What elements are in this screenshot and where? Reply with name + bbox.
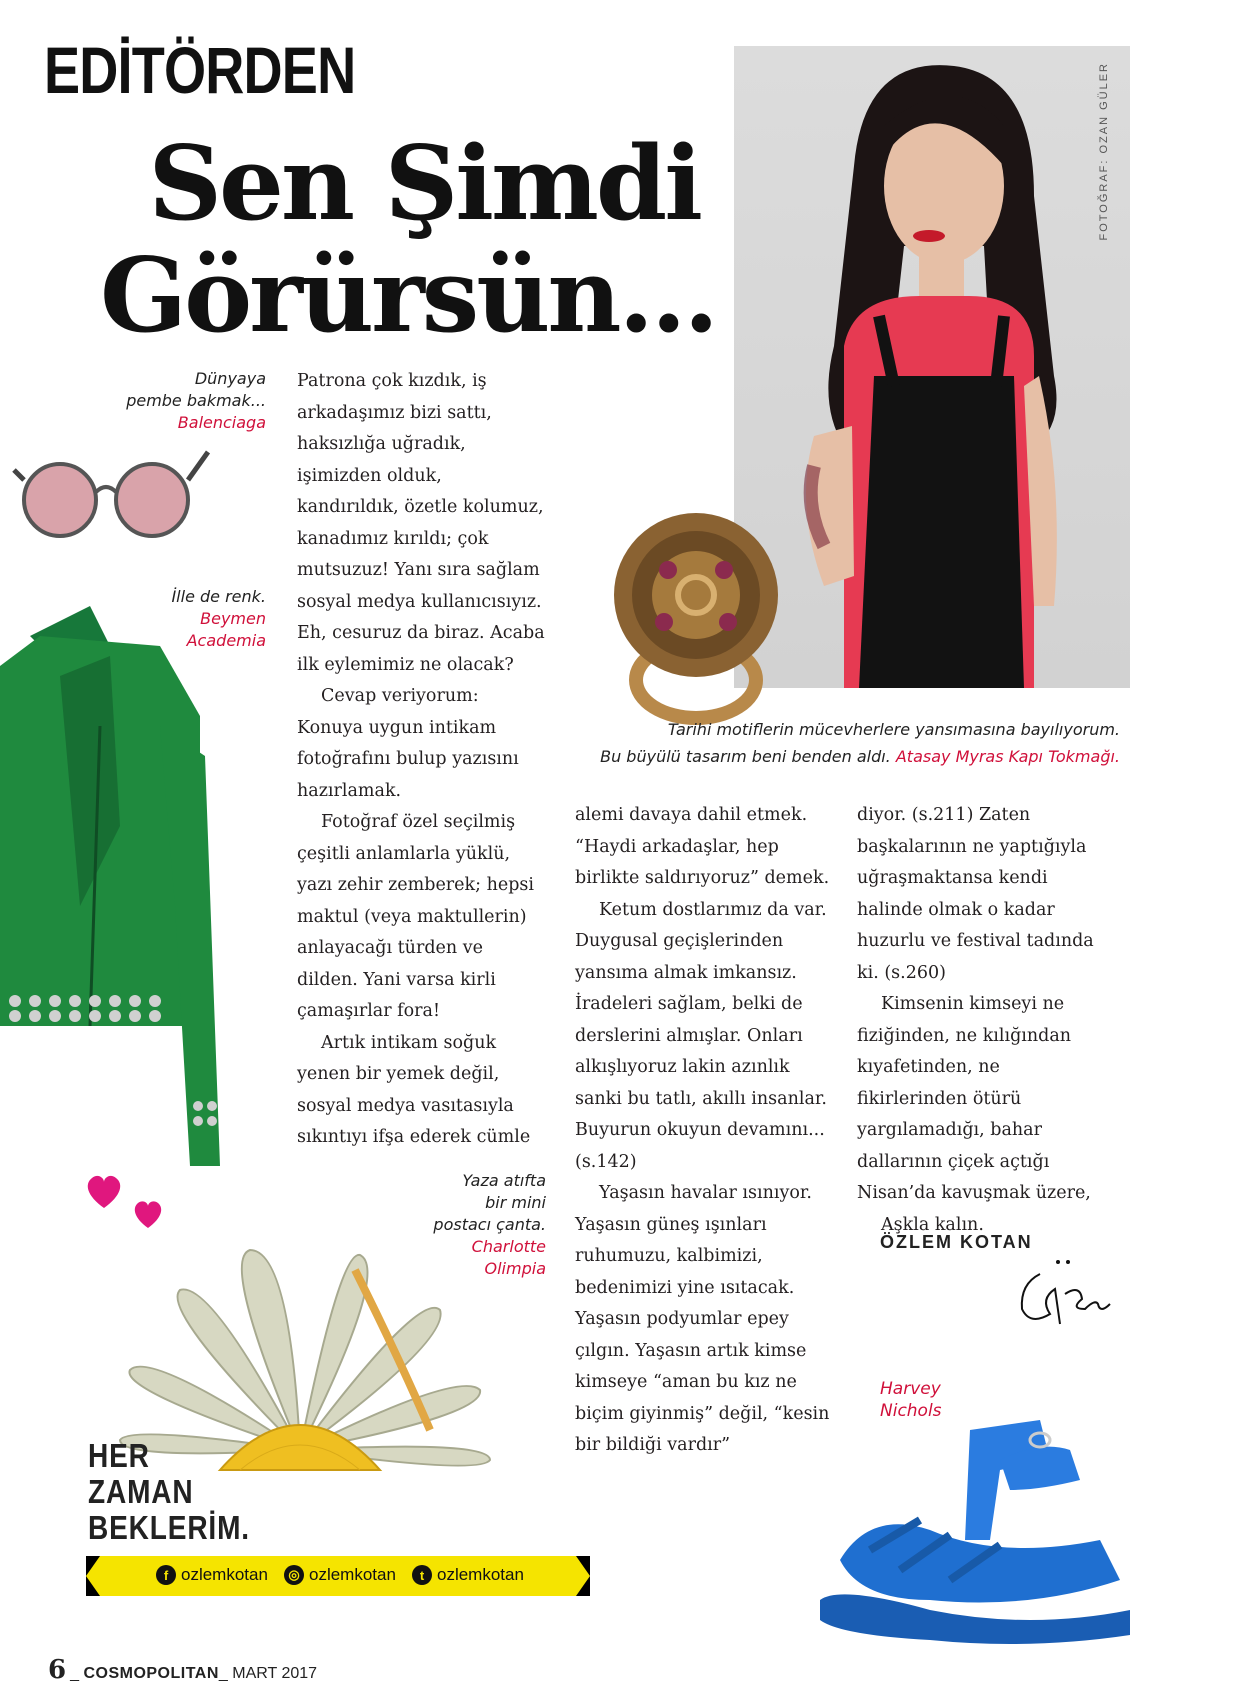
article-column-1 — [297, 366, 545, 1154]
tagline-line-2: ZAMAN — [88, 1473, 194, 1510]
jacket-brand-line-1: Beymen — [200, 609, 266, 628]
bar-notch-left — [86, 1556, 100, 1596]
social-link-instagram[interactable] — [284, 1565, 396, 1585]
green-jacket-image — [0, 606, 220, 1166]
sunglasses-caption-line-1: Dünyaya — [194, 369, 266, 388]
page-footer: 6 _ COSMOPOLITAN _ MART 2017 — [48, 1655, 318, 1685]
section-label: EDİTÖRDEN — [44, 33, 356, 107]
article-paragraph: Ketum dostlarımız da var. Duygusal geçişlerinden yansıma almak imkansız. İradeleri sağlam, belki de derslerini almışlar. Onları alkışlıyoruz lakin azınlık sanki bu tatlı, akıllı insanlar. Buyurun okuyun devamını... (s.142) — [575, 899, 827, 1172]
jacket-brand-line-2: Academia — [186, 631, 266, 650]
facebook-icon: f — [156, 1565, 176, 1585]
sunglasses-image — [12, 440, 210, 550]
issue-date: MART 2017 — [232, 1665, 318, 1682]
twitter-handle: ozlemkotan — [437, 1565, 524, 1584]
ring-caption-line-1: Tarihi motiflerin mücevherlere yansımasına bayılıyorum. — [667, 720, 1120, 739]
page-title — [100, 124, 717, 356]
article-paragraph: diyor. (s.211) Zaten başkalarının ne yaptığıyla uğraşmaktansa kendi halinde olmak o kadar huzurlu ve festival tadında ki. (s.260) — [857, 805, 1094, 983]
jacket-caption-line-1: İlle de renk. — [171, 587, 266, 606]
article-paragraph: Yaşasın havalar ısınıyor. Yaşasın güneş ışınları ruhumuzu, kalbimizi, bedenimizi yine ısıtacak. Yaşasın podyumlar epey çılgın. Yaşasın artık kimse kimseye “aman bu kız ne biçim giyinmiş” değil, “kesin bir bildiği vardır” — [575, 1183, 830, 1455]
headline-line-1: Sen Şimdi — [148, 124, 700, 244]
photo-credit: FOTOĞRAF: OZAN GÜLER — [1098, 62, 1110, 241]
sandal-brand-line-1: Harvey — [880, 1379, 941, 1399]
bag-caption-line-1: Yaza atıfta — [462, 1171, 546, 1190]
social-bar — [86, 1556, 590, 1596]
bag-caption-line-2: bir mini — [485, 1193, 546, 1212]
article-paragraph: Patrona çok kızdık, iş arkadaşımız bizi sattı, haksızlığa uğradık, işimizden olduk, kandırıldık, özetle kolumuz, kanadımız kırıldı; çok mutsuzuz! Yanı sıra sağlam sosyal medya kullanıcısıyız. Eh, cesuruz da biraz. Acaba ilk eylemimiz ne olacak? — [297, 371, 545, 675]
sunglasses-caption-line-2: pembe bakmak... — [126, 391, 266, 410]
blue-sandal-image — [800, 1410, 1140, 1650]
ring-caption — [560, 716, 1120, 770]
instagram-icon: ◎ — [284, 1565, 304, 1585]
article-column-2 — [575, 800, 830, 1462]
article-paragraph: Aşkla kalın. — [881, 1214, 984, 1235]
tagline-line-1: HER — [88, 1437, 150, 1474]
sandal-brand-line-2: Nichols — [880, 1401, 942, 1421]
magazine-name: COSMOPOLITAN — [83, 1665, 219, 1682]
twitter-icon: t — [412, 1565, 432, 1585]
author-name: ÖZLEM KOTAN — [880, 1232, 1033, 1252]
tagline — [88, 1438, 250, 1546]
article-column-3 — [857, 800, 1112, 1241]
ring-brand: Atasay Myras Kapı Tokmağı. — [895, 747, 1120, 766]
ring-image — [586, 500, 806, 730]
hearts-icon — [82, 1170, 172, 1230]
signature-image — [1010, 1254, 1130, 1334]
ring-caption-line-2: Bu büyülü tasarım beni benden aldı. — [600, 747, 891, 766]
facebook-handle: ozlemkotan — [181, 1565, 268, 1584]
bar-notch-right — [576, 1556, 590, 1596]
bag-caption-line-3: postacı çanta. — [433, 1215, 546, 1234]
article-paragraph: Artık intikam soğuk yenen bir yemek değil, sosyal medya vasıtasıyla sıkıntıyı ifşa ederek cümle — [297, 1032, 531, 1147]
article-paragraph: alemi davaya dahil etmek. “Haydi arkadaşlar, hep birlikte saldırıyoruz” demek. — [575, 805, 830, 888]
sunglasses-caption — [100, 368, 266, 434]
article-paragraph: Cevap veriyorum: Konuya uygun intikam fotoğrafını bulup yazısını hazırlamak. — [297, 686, 519, 801]
tagline-line-3: BEKLERİM. — [88, 1509, 250, 1546]
sunglasses-brand: Balenciaga — [177, 413, 266, 432]
page-number: 6 — [48, 1655, 67, 1685]
social-link-twitter[interactable] — [412, 1565, 524, 1585]
bag-brand-line-1: Charlotte — [471, 1237, 546, 1256]
article-paragraph: Kimsenin kimseyi ne fiziğinden, ne kılığından kıyafetinden, ne fikirlerinden ötürü yargılamadığı, bahar dallarının çiçek açtığı Nisan’da kavuşmak üzere, — [857, 994, 1091, 1203]
social-link-facebook[interactable] — [156, 1565, 268, 1585]
article-paragraph: Fotoğraf özel seçilmiş çeşitli anlamlarla yüklü, yazı zehir zemberek; hepsi maktul (veya maktullerin) anlayacağı türden ve dilden. Yani varsa kirli çamaşırlar fora! — [297, 812, 534, 1021]
bag-brand-line-2: Olimpia — [484, 1259, 546, 1278]
instagram-handle: ozlemkotan — [309, 1565, 396, 1584]
headline-line-2: Görürsün... — [100, 236, 717, 356]
